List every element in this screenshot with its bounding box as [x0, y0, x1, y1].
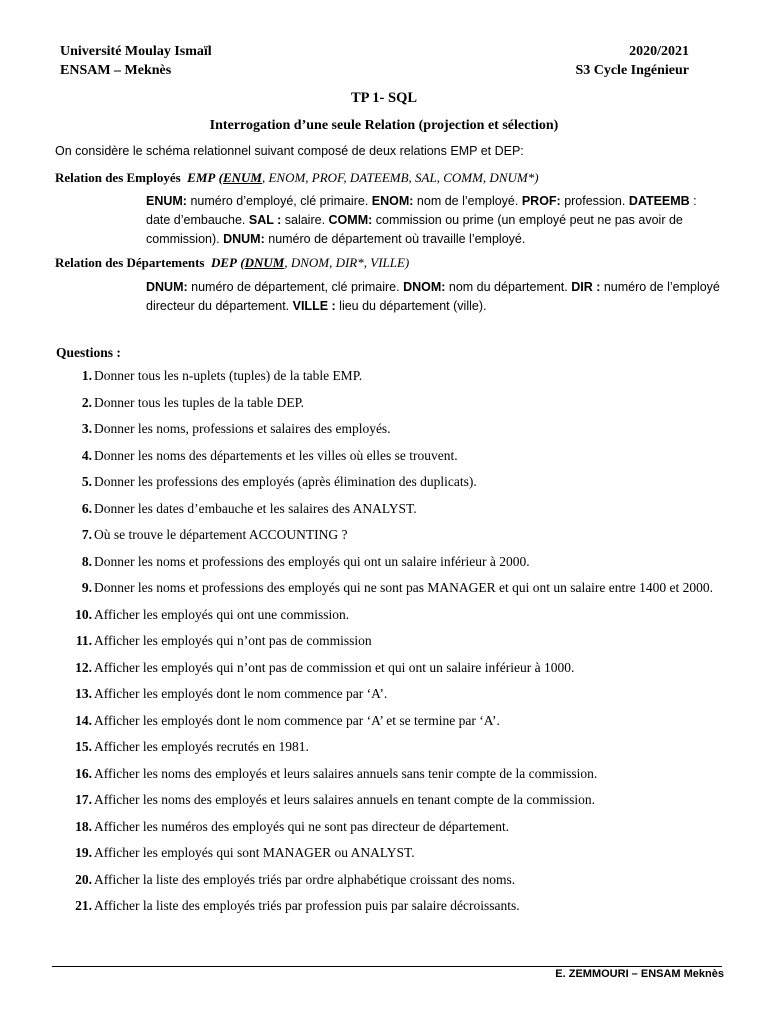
question-item [56, 367, 736, 385]
question-item [56, 500, 736, 518]
question-text: Donner les noms et professions des employés qui ont un salaire inférieur à 2000. [94, 553, 530, 569]
emp-desc-value: nom de l’employé. [413, 194, 522, 208]
cycle-label: S3 Cycle Ingénieur [575, 63, 689, 78]
intro-text: On considère le schéma relationnel suivant composé de deux relations EMP et DEP: [55, 144, 524, 158]
question-number: 9. [81, 580, 92, 595]
question-number: 21. [75, 898, 92, 913]
dep-relation-label: Relation des Départements [55, 255, 205, 270]
emp-relation-title [55, 170, 539, 186]
question-number: 14. [75, 712, 92, 728]
dep-attrs: , DNOM, DIR*, VILLE) [284, 255, 410, 270]
question-number: 13. [75, 686, 92, 701]
question-text: Où se trouve le département ACCOUNTING ? [94, 527, 348, 542]
questions-heading: Questions : [56, 345, 121, 360]
question-text: Afficher les employés qui n’ont pas de commission [94, 633, 372, 648]
dep-paren: ( [240, 255, 245, 270]
question-item [56, 791, 736, 809]
question-item [56, 394, 736, 412]
emp-description [146, 192, 721, 249]
question-text: Donner les dates d’embauche et les salaires des ANALYST. [94, 500, 417, 516]
question-item [56, 606, 736, 624]
question-item [56, 818, 736, 836]
question-number: 18. [75, 818, 92, 834]
dep-desc-value: nom du département. [445, 280, 572, 294]
dep-desc-key: DNOM: [403, 280, 446, 294]
question-text: Afficher les employés dont le nom commence par ‘A’ et se termine par ‘A’. [94, 712, 500, 728]
question-text: Afficher les noms des employés et leurs salaires annuels sans tenir compte de la commission. [94, 765, 598, 781]
emp-desc-key: ENUM: [146, 194, 187, 208]
dep-schema [211, 255, 409, 270]
question-number: 15. [75, 739, 92, 754]
question-item [56, 420, 736, 438]
school-name: ENSAM – Meknès [60, 63, 172, 78]
question-item [56, 685, 736, 703]
emp-desc-key: DATEEMB [628, 194, 690, 208]
question-text: Afficher les employés dont le nom commence par ‘A’. [94, 686, 388, 701]
question-text: Afficher la liste des employés triés par profession puis par salaire décroissants. [94, 898, 520, 913]
question-text: Afficher les numéros des employés qui ne sont pas directeur de département. [94, 818, 510, 834]
dep-description [146, 278, 721, 316]
dep-desc-value: numéro de l’employé directeur du département. [146, 280, 720, 313]
question-text: Donner les noms des départements et les villes où elles se trouvent. [94, 447, 458, 463]
question-item [56, 632, 736, 650]
emp-name: EMP [187, 170, 216, 185]
question-number: 17. [75, 792, 92, 807]
question-item [56, 553, 736, 571]
dep-desc-key: VILLE : [292, 299, 336, 313]
question-text: Afficher les employés recrutés en 1981. [94, 739, 309, 754]
emp-desc-key: DNUM: [223, 232, 265, 246]
question-text: Afficher les employés qui n’ont pas de commission et qui ont un salaire inférieur à 1000. [94, 659, 575, 675]
question-number: 12. [75, 659, 92, 675]
emp-desc-key: COMM: [328, 213, 373, 227]
questions-list [56, 367, 736, 924]
emp-key: ENUM [222, 170, 262, 185]
question-number: 10. [75, 606, 92, 622]
question-item [56, 897, 736, 915]
dep-relation-title [55, 255, 409, 271]
question-text: Donner les professions des employés (après élimination des duplicats). [94, 474, 477, 489]
dep-desc-key: DIR : [571, 280, 601, 294]
question-number: 4. [81, 447, 92, 463]
page-title: TP 1- SQL [350, 90, 418, 106]
question-number: 8. [81, 553, 92, 569]
question-item [56, 765, 736, 783]
question-item [56, 473, 736, 491]
dep-desc-value: numéro de département, clé primaire. [187, 280, 404, 294]
dep-desc-key: DNUM: [146, 280, 188, 294]
emp-desc-value: profession. [560, 194, 629, 208]
emp-relation-label: Relation des Employés [55, 170, 181, 185]
question-text: Donner tous les n-uplets (tuples) de la table EMP. [94, 368, 363, 383]
footer-divider [52, 966, 722, 967]
emp-desc-value: salaire. [281, 213, 329, 227]
emp-desc-value: numéro d’employé, clé primaire. [186, 194, 372, 208]
question-number: 16. [75, 765, 92, 781]
question-text: Afficher les noms des employés et leurs salaires annuels en tenant compte de la commission. [94, 792, 595, 807]
question-item [56, 871, 736, 889]
emp-attrs: , ENOM, PROF, DATEEMB, SAL, COMM, DNUM*) [261, 170, 539, 185]
question-number: 3. [81, 421, 92, 436]
emp-paren: ( [218, 170, 223, 185]
emp-desc-key: ENOM: [371, 194, 414, 208]
dep-key: DNUM [244, 255, 285, 270]
question-item [56, 447, 736, 465]
dep-desc-value: lieu du département (ville). [335, 299, 487, 313]
emp-desc-value: commission ou prime (un employé peut ne pas avoir de commission). [146, 213, 683, 246]
header-right [575, 42, 689, 80]
question-item [56, 844, 736, 862]
page-subtitle: Interrogation d’une seule Relation (projection et sélection) [209, 118, 559, 133]
question-item [56, 579, 736, 597]
question-text: Afficher la liste des employés triés par ordre alphabétique croissant des noms. [94, 871, 516, 887]
question-number: 11. [75, 633, 92, 648]
academic-year: 2020/2021 [629, 44, 689, 59]
question-text: Donner tous les tuples de la table DEP. [94, 394, 304, 410]
question-number: 5. [81, 474, 92, 489]
question-number: 1. [81, 368, 92, 383]
question-number: 19. [75, 845, 92, 860]
header-left [60, 42, 212, 80]
question-item [56, 526, 736, 544]
emp-desc-value: : date d’embauche. [146, 194, 697, 227]
question-text: Donner les noms et professions des employés qui ne sont pas MANAGER et qui ont un salaire entre 1400 et 2000. [94, 580, 714, 595]
question-item [56, 738, 736, 756]
question-item [56, 659, 736, 677]
footer-author: E. ZEMMOURI – ENSAM Meknès [555, 968, 724, 980]
emp-desc-key: PROF: [521, 194, 561, 208]
question-text: Afficher les employés qui sont MANAGER ou ANALYST. [94, 845, 415, 860]
question-number: 6. [81, 500, 92, 516]
question-text: Donner les noms, professions et salaires des employés. [94, 421, 391, 436]
emp-schema [187, 170, 538, 185]
question-number: 20. [75, 871, 92, 887]
question-number: 7. [81, 527, 92, 542]
dep-name: DEP [210, 255, 237, 270]
question-number: 2. [81, 394, 92, 410]
emp-desc-key: SAL : [248, 213, 282, 227]
question-item [56, 712, 736, 730]
emp-desc-value: numéro de département où travaille l’employé. [264, 232, 526, 246]
question-text: Afficher les employés qui ont une commission. [94, 606, 350, 622]
university-name: Université Moulay Ismaïl [60, 44, 212, 59]
